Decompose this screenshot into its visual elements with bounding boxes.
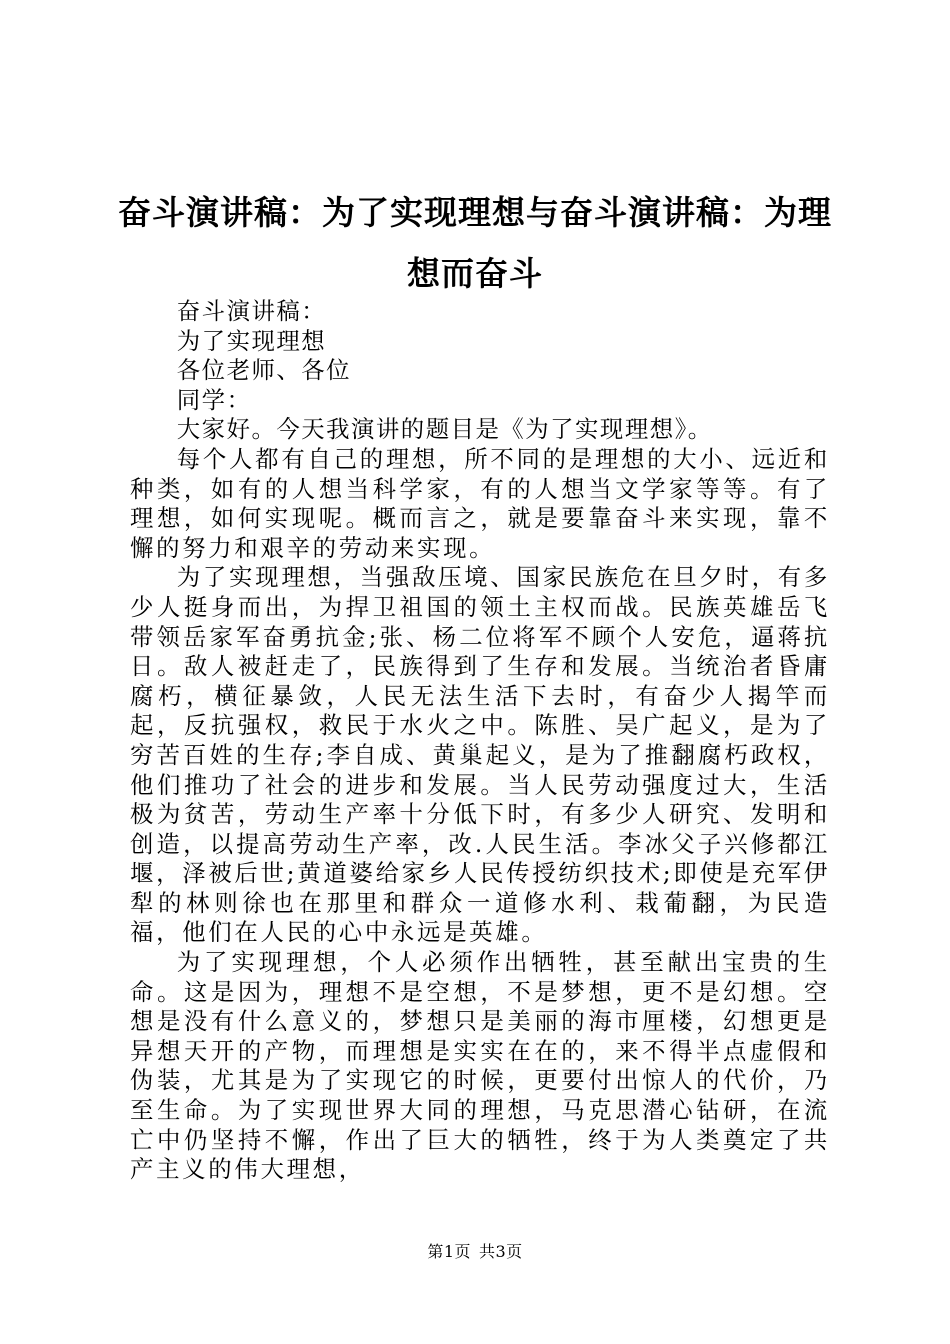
page-footer	[0, 1242, 950, 1262]
document-title: 奋斗演讲稿：为了实现理想与奋斗演讲稿：为理想而奋斗	[118, 193, 832, 293]
paragraph: 每个人都有自己的理想，所不同的是理想的大小、远近和种类，如有的人想当科学家，有的人想当文学家等等。有了理想，如何实现呢。概而言之，就是要靠奋斗来实现，靠不懈的努力和艰辛的劳动来实现。	[130, 444, 830, 562]
paragraph: 为了实现理想，当强敌压境、国家民族危在旦夕时，有多少人挺身而出，为捍卫祖国的领土主权而战。民族英雄岳飞带领岳家军奋勇抗金;张、杨二位将军不顾个人安危，逼蒋抗日。敌人被赶走了，民族得到了生存和发展。当统治者昏庸腐朽，横征暴敛，人民无法生活下去时，有奋少人揭竿而起，反抗强权，救民于水火之中。陈胜、吴广起义，是为了穷苦百姓的生存;李自成、黄巢起义，是为了推翻腐朽政权，他们推功了社会的进步和发展。当人民劳动强度过大，生活极为贫苦，劳动生产率十分低下时，有多少人研究、发明和创造，以提高劳动生产率，改.人民生活。李冰父子兴修都江堰，泽被后世;黄道婆给家乡人民传授纺织技术;即使是充军伊犁的林则徐也在那里和群众一道修水利、栽葡翻，为民造福，他们在人民的心中永远是英雄。	[130, 563, 830, 947]
document-body	[130, 297, 830, 1185]
paragraph: 各位老师、各位	[176, 356, 352, 385]
paragraph: 大家好。今天我演讲的题目是《为了实现理想》。	[176, 415, 713, 444]
paragraph: 为了实现理想	[176, 326, 327, 355]
page-total: 共3页	[479, 1242, 523, 1261]
paragraph: 同学：	[176, 385, 252, 414]
page-number: 第1页	[427, 1242, 471, 1261]
paragraph: 为了实现理想，个人必须作出牺牲，甚至献出宝贵的生命。这是因为，理想不是空想，不是梦想，更不是幻想。空想是没有什么意义的，梦想只是美丽的海市厘楼，幻想更是异想天开的产物，而理想是实实在在的，来不得半点虚假和伪装，尤其是为了实现它的时候，更要付出惊人的代价，乃至生命。为了实现世界大同的理想，马克思潜心钻研，在流亡中仍坚持不懈，作出了巨大的牺牲，终于为人类奠定了共产主义的伟大理想，	[130, 948, 830, 1184]
paragraph: 奋斗演讲稿：	[176, 297, 327, 325]
